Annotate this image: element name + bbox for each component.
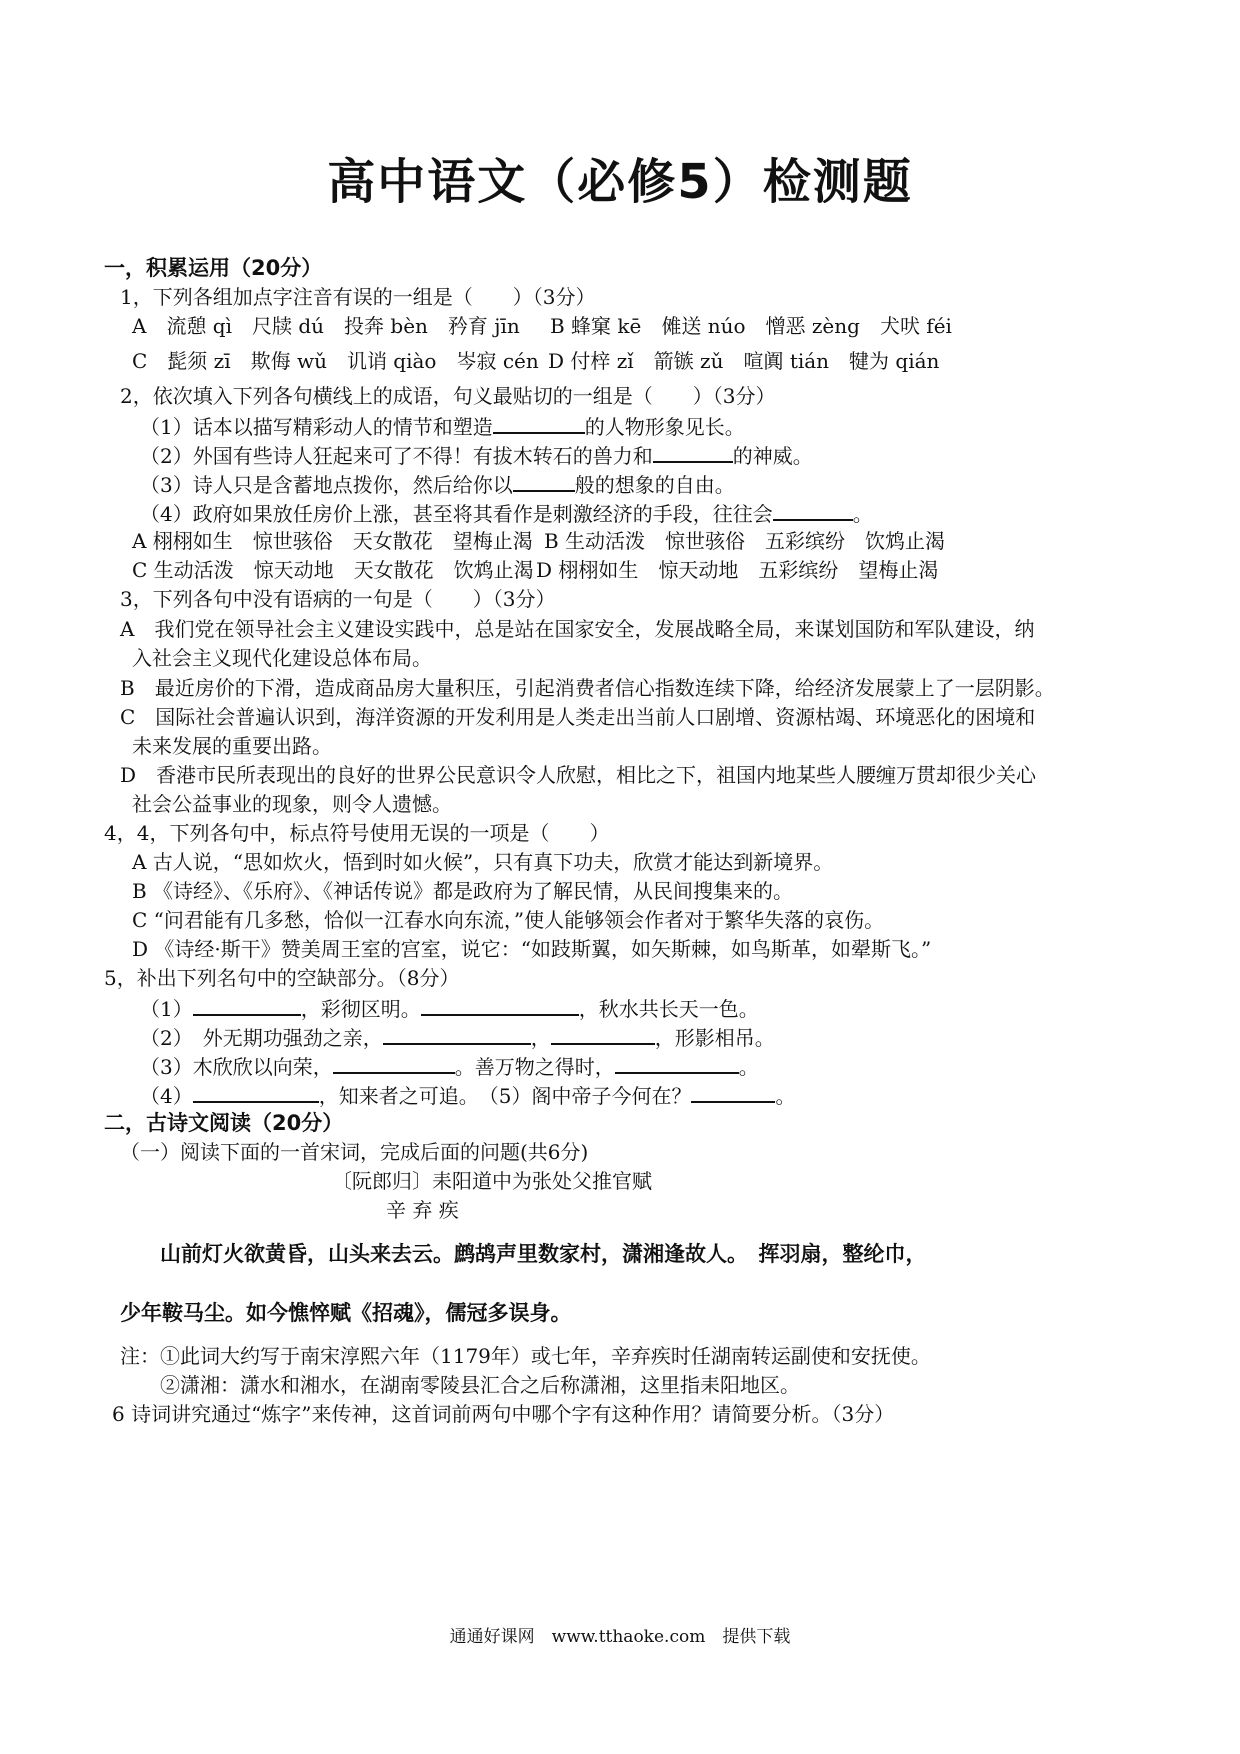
blank [421, 994, 579, 1016]
q2-sentence-3: （3）诗人只是含蓄地点拨你，然后给你以 般的想象的自由。 [140, 470, 735, 498]
blank [615, 1052, 739, 1074]
q1-option-c: C 髭须 zī 欺侮 wǔ 讥诮 qiào 岑寂 cén [132, 349, 539, 373]
q2-option-d: D 栩栩如生 惊天动地 五彩缤纷 望梅止渴 [536, 558, 939, 582]
q3-option-a-line2: 入社会主义现代化建设总体布局。 [132, 646, 432, 670]
page-footer: 通通好课网 www.tthaoke.com 提供下载 [449, 1627, 791, 1647]
q1-option-d: D 付梓 zǐ 箭镞 zǔ 喧阗 tián 犍为 qián [548, 349, 940, 373]
page-title: 高中语文（必修5）检测题 [327, 154, 913, 210]
blank [513, 470, 575, 492]
q2-sentence-1: （1）话本以描写精彩动人的情节和塑造 的人物形象见长。 [140, 412, 745, 440]
blank [193, 994, 301, 1016]
section1-heading: 一，积累运用（20分） [104, 256, 323, 280]
q3-option-a-line1: A 我们党在领导社会主义建设实践中，总是站在国家安全，发展战略全局，来谋划国防和军队建设，纳 [120, 617, 1035, 641]
q6-stem: 6 诗词讲究通过“炼字”来传神，这首词前两句中哪个字有这种作用？请简要分析。（3分） [112, 1402, 895, 1426]
q4-option-b: B 《诗经》、《乐府》、《神话传说》都是政府为了解民情，从民间搜集来的。 [132, 879, 794, 903]
section2-heading: 二，古诗文阅读（20分） [104, 1111, 344, 1135]
q3-option-c-line1: C 国际社会普遍认识到，海洋资源的开发利用是人类走出当前人口剧增、资源枯竭、环境恶化的困境和 [120, 705, 1036, 729]
blank [653, 441, 733, 463]
q5-line-4: （4） ，知来者之可追。 （5）阁中帝子今何在？ 。 [140, 1081, 795, 1109]
q5-line-3: （3）木欣欣以向荣， 。善万物之得时， 。 [140, 1052, 759, 1080]
q4-stem: 4，4，下列各句中，标点符号使用无误的一项是（ ） [104, 821, 610, 845]
blank [551, 1023, 655, 1045]
q4-option-a: A 古人说，“思如炊火，悟到时如火候”，只有真下功夫，欣赏才能达到新境界。 [132, 850, 834, 874]
q2-stem-text: 2，依次填入下列各句横线上的成语，句义最贴切的一组是（ ）（3分） [120, 384, 776, 408]
blank [193, 1081, 319, 1103]
blank [773, 499, 853, 521]
blank [493, 412, 585, 434]
q5-line-1: （1） ，彩彻区明。 ，秋水共长天一色。 [140, 994, 759, 1022]
blank [691, 1081, 775, 1103]
q3-stem: 3，下列各句中没有语病的一句是（ ）（3分） [120, 587, 556, 611]
q3-option-c-line2: 未来发展的重要出路。 [132, 734, 332, 758]
poem-line-1: 山前灯火欲黄昏，山头来去云。鹧鸪声里数家村，潇湘逢故人。 挥羽扇，整纶巾， [160, 1242, 927, 1266]
q2-option-a: A 栩栩如生 惊世骇俗 天女散花 望梅止渴 [132, 529, 533, 553]
q5-line-2: （2） 外无期功强劲之亲， ， ，形影相吊。 [140, 1023, 775, 1051]
q1-option-b: B 蜂窠 kē 傩送 núo 憎恶 zèng 犬吠 féi [550, 314, 952, 338]
q1-stem: 1，下列各组加点字注音有误的一组是（ ）（3分） [120, 285, 596, 309]
poem-line-2: 少年鞍马尘。如今憔悴赋《招魂》，儒冠多误身。 [120, 1301, 572, 1325]
q2-sentence-4: （4）政府如果放任房价上涨，甚至将其看作是刺激经济的手段，往往会 。 [140, 499, 873, 527]
note-1: 注：①此词大约写于南宋淳熙六年（1179年）或七年，辛弃疾时任湖南转运副使和安抚使。 [120, 1344, 931, 1368]
blank [383, 1023, 531, 1045]
q2-option-b: B 生动活泼 惊世骇俗 五彩缤纷 饮鸩止渴 [544, 529, 946, 553]
q3-option-d-line2: 社会公益事业的现象，则令人遗憾。 [132, 792, 452, 816]
poem-title: 〔阮郎归〕耒阳道中为张处父推官赋 [332, 1169, 652, 1193]
poem-author: 辛 弃 疾 [386, 1198, 459, 1222]
q3-option-b: B 最近房价的下滑，造成商品房大量积压，引起消费者信心指数连续下降，给经济发展蒙上了一层阴影。 [120, 676, 1055, 700]
q3-option-d-line1: D 香港市民所表现出的良好的世界公民意识令人欣慰，相比之下，祖国内地某些人腰缠万贯却很少关心 [120, 763, 1037, 787]
q5-stem: 5，补出下列名句中的空缺部分。（8分） [104, 966, 460, 990]
q2-sentence-2: （2）外国有些诗人狂起来可了不得！有拔木转石的兽力和 的神威。 [140, 441, 813, 469]
q1-option-a: A 流憩 qì 尺牍 dú 投奔 bèn 矜育 jīn [132, 314, 520, 338]
q2-option-c: C 生动活泼 惊天动地 天女散花 饮鸩止渴 [132, 558, 534, 582]
note-2: ②潇湘：潇水和湘水，在湖南零陵县汇合之后称潇湘，这里指耒阳地区。 [160, 1373, 800, 1397]
q4-option-c: C “问君能有几多愁，恰似一江春水向东流，”使人能够领会作者对于繁华失落的哀伤。 [132, 908, 885, 932]
q4-option-d: D 《诗经·斯干》赞美周王室的宫室，说它：“如跂斯翼，如矢斯棘，如鸟斯革，如翚斯飞。” [132, 937, 932, 961]
reading-intro: （一）阅读下面的一首宋词，完成后面的问题(共6分) [120, 1140, 589, 1164]
blank [333, 1052, 455, 1074]
